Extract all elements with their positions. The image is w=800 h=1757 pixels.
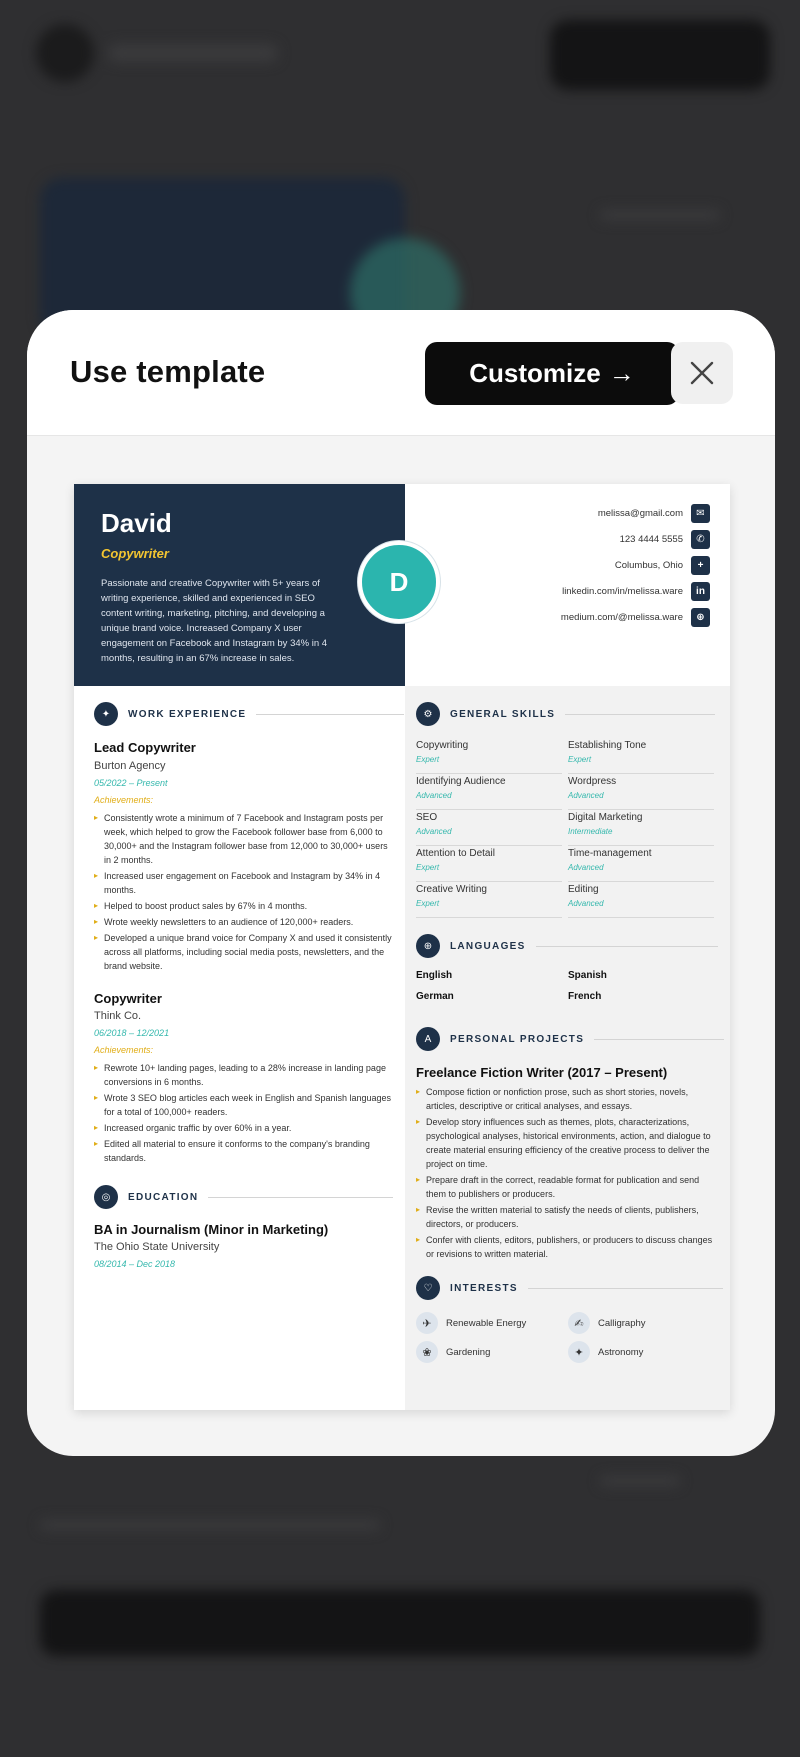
section-title: PERSONAL PROJECTS xyxy=(450,1033,585,1045)
skill-name: Time-management xyxy=(568,848,652,859)
skill-item xyxy=(568,848,714,882)
resume-role: Copywriter xyxy=(101,546,169,561)
project-icon: A xyxy=(416,1027,440,1051)
resume-name: David xyxy=(101,508,172,538)
interest-label: Calligraphy xyxy=(598,1317,646,1329)
skill-level: Advanced xyxy=(568,791,604,800)
divider xyxy=(565,714,715,715)
resume-header xyxy=(74,484,405,686)
linkedin-icon: in xyxy=(691,582,710,601)
skill-item xyxy=(416,812,562,846)
job-title: Lead Copywriter xyxy=(94,740,196,755)
skill-item xyxy=(416,848,562,882)
background-line xyxy=(600,210,720,220)
gear-icon: ⚙ xyxy=(416,702,440,726)
skill-level: Advanced xyxy=(568,899,604,908)
language-item: German xyxy=(416,991,454,1002)
interest-label: Gardening xyxy=(446,1346,491,1358)
skill-level: Advanced xyxy=(568,863,604,872)
background-line xyxy=(600,1476,680,1486)
list-item: ▸ Edited all material to ensure it conforms to the company's branding standards. xyxy=(94,1137,394,1165)
education-dates: 08/2014 – Dec 2018 xyxy=(94,1259,176,1269)
contact-linkedin xyxy=(562,582,710,601)
skill-item xyxy=(568,776,714,810)
skill-name: SEO xyxy=(416,812,438,823)
skill-item xyxy=(568,740,714,774)
background-header-button xyxy=(550,20,770,90)
project-title: Freelance Fiction Writer (2017 – Present) xyxy=(416,1065,668,1080)
plant-icon: ❀ xyxy=(416,1341,438,1363)
list-item: ▸ Develop story influences such as themes, plots, characterizations, psychological analyses, historical environments, action, and dialogue to create material ensuring efficiency of the creative process to deliver the project on time. xyxy=(416,1115,718,1171)
contact-phone xyxy=(620,530,710,549)
graduation-icon: ◎ xyxy=(94,1185,118,1209)
list-item: ▸ Rewrote 10+ landing pages, leading to a 28% increase in landing page conversions in 6 months. xyxy=(94,1061,394,1089)
skill-item xyxy=(416,884,562,918)
skill-item xyxy=(568,812,714,846)
skill-name: Editing xyxy=(568,884,599,895)
resume-right-column xyxy=(405,686,730,1410)
skill-name: Digital Marketing xyxy=(568,812,643,823)
customize-button[interactable] xyxy=(425,342,679,405)
skill-name: Copywriting xyxy=(416,740,469,751)
divider xyxy=(594,1039,724,1040)
skill-item xyxy=(568,884,714,918)
section-title: INTERESTS xyxy=(450,1282,518,1294)
language-item: French xyxy=(568,991,602,1002)
globe-icon: ⊕ xyxy=(691,608,710,627)
interest-label: Renewable Energy xyxy=(446,1317,527,1329)
section-header-interests xyxy=(416,1276,723,1300)
contact-email xyxy=(598,504,710,523)
section-title: GENERAL SKILLS xyxy=(450,708,556,720)
briefcase-icon: ✦ xyxy=(94,702,118,726)
list-item: ▸ Confer with clients, editors, publishers, or producers to discuss changes or revisions to written material. xyxy=(416,1233,718,1261)
section-title: WORK EXPERIENCE xyxy=(128,708,247,720)
background-bottom-button xyxy=(40,1590,760,1656)
contact-text: linkedin.com/in/melissa.ware xyxy=(562,586,683,597)
skill-item xyxy=(416,776,562,810)
airplane-icon: ✈ xyxy=(416,1312,438,1334)
customize-label: Customize xyxy=(469,358,601,388)
skill-name: Establishing Tone xyxy=(568,740,647,751)
app-logo xyxy=(36,24,94,82)
section-header-languages xyxy=(416,934,718,958)
section-header-projects xyxy=(416,1027,724,1051)
resume-contacts xyxy=(405,484,730,686)
section-title: LANGUAGES xyxy=(450,940,526,952)
list-item: ▸ Increased user engagement on Facebook and Instagram by 34% in 4 months. xyxy=(94,869,394,897)
telescope-icon: ✦ xyxy=(568,1341,590,1363)
language-item: Spanish xyxy=(568,970,607,981)
divider xyxy=(536,946,718,947)
project-bullets xyxy=(416,1085,718,1263)
skill-level: Intermediate xyxy=(568,827,613,836)
section-header-work xyxy=(94,702,404,726)
divider xyxy=(208,1197,393,1198)
list-item: ▸ Prepare draft in the correct, readable format for publication and send them to publishers or producers. xyxy=(416,1173,718,1201)
achievements-label: Achievements: xyxy=(94,1045,154,1055)
skill-name: Wordpress xyxy=(568,776,617,787)
mail-icon: ✉ xyxy=(691,504,710,523)
skill-name: Identifying Audience xyxy=(416,776,506,787)
achievements-label: Achievements: xyxy=(94,795,154,805)
globe-icon: ⊕ xyxy=(416,934,440,958)
divider xyxy=(528,1288,723,1289)
section-title: EDUCATION xyxy=(128,1191,199,1203)
job-dates: 06/2018 – 12/2021 xyxy=(94,1028,170,1038)
skill-level: Expert xyxy=(416,863,440,872)
location-icon: + xyxy=(691,556,710,575)
interest-item xyxy=(416,1312,526,1334)
list-item: ▸ Wrote 3 SEO blog articles each week in English and Spanish languages for a total of 100,000+ readers. xyxy=(94,1091,394,1119)
list-item: ▸ Wrote weekly newsletters to an audience of 120,000+ readers. xyxy=(94,915,394,929)
close-button[interactable] xyxy=(671,342,733,404)
list-item: ▸ Increased organic traffic by over 60% in a year. xyxy=(94,1121,394,1135)
degree: BA in Journalism (Minor in Marketing) xyxy=(94,1222,329,1237)
background-line xyxy=(40,1520,380,1530)
list-item: ▸ Consistently wrote a minimum of 7 Facebook and Instagram posts per week, which helped to grow the Facebook follower base from 6,000 to 30,000+ and the Instagram follower base from 12,000 to 30,000+ users in 2 months. xyxy=(94,811,394,867)
heart-icon: ♡ xyxy=(416,1276,440,1300)
achievements-list xyxy=(94,1061,394,1167)
job-dates: 05/2022 – Present xyxy=(94,778,168,788)
skill-level: Advanced xyxy=(416,791,452,800)
divider xyxy=(256,714,404,715)
skill-level: Expert xyxy=(416,899,440,908)
contact-text: medium.com/@melissa.ware xyxy=(560,612,683,623)
contact-location xyxy=(615,556,710,575)
interest-label: Astronomy xyxy=(598,1346,644,1358)
language-item: English xyxy=(416,970,453,981)
modal-header xyxy=(27,310,775,436)
close-icon xyxy=(689,360,715,386)
contact-website xyxy=(561,608,710,627)
skill-level: Expert xyxy=(568,755,592,764)
arrow-right-icon: → xyxy=(608,358,635,388)
skill-item xyxy=(416,740,562,774)
resume-left-column xyxy=(74,686,405,1410)
interest-item xyxy=(416,1341,490,1363)
skill-name: Creative Writing xyxy=(416,884,487,895)
phone-icon: ✆ xyxy=(691,530,710,549)
contact-text: Columbus, Ohio xyxy=(614,560,683,571)
app-logo-text xyxy=(108,44,278,62)
skill-name: Attention to Detail xyxy=(416,848,495,859)
list-item: ▸ Helped to boost product sales by 67% in 4 months. xyxy=(94,899,394,913)
section-header-skills xyxy=(416,702,715,726)
job-title: Copywriter xyxy=(94,991,162,1006)
section-header-education xyxy=(94,1185,393,1209)
school: The Ohio State University xyxy=(94,1241,220,1253)
contact-text: 123 4444 5555 xyxy=(619,534,683,545)
interest-item xyxy=(568,1312,646,1334)
resume-summary: Passionate and creative Copywriter with 5+ years of writing experience, skilled and experienced in SEO content writing, marketing, pitching, and developing a unique brand voice. Increased Company X user engagement on Facebook and Instagram by 34% in 4 months, resulting in an 67% increase in sales. xyxy=(101,578,328,664)
achievements-list xyxy=(94,811,394,975)
modal-title: Use template xyxy=(70,354,266,389)
job-company: Think Co. xyxy=(94,1010,142,1022)
resume-preview xyxy=(74,484,730,1410)
job-company: Burton Agency xyxy=(94,760,166,772)
list-item: ▸ Compose fiction or nonfiction prose, such as short stories, novels, articles, descriptive or critical analyses, and essays. xyxy=(416,1085,718,1113)
list-item: ▸ Revise the written material to satisfy the needs of clients, publishers, directors, or producers. xyxy=(416,1203,718,1231)
skill-level: Expert xyxy=(416,755,440,764)
pen-icon: ✍ xyxy=(568,1312,590,1334)
interest-item xyxy=(568,1341,643,1363)
use-template-modal xyxy=(27,310,775,1456)
avatar: D xyxy=(358,541,440,623)
list-item: ▸ Developed a unique brand voice for Company X and used it consistently across all platforms, including social media posts, newsletters, and the brand website. xyxy=(94,931,394,973)
contact-text: melissa@gmail.com xyxy=(597,508,683,519)
skill-level: Advanced xyxy=(416,827,452,836)
